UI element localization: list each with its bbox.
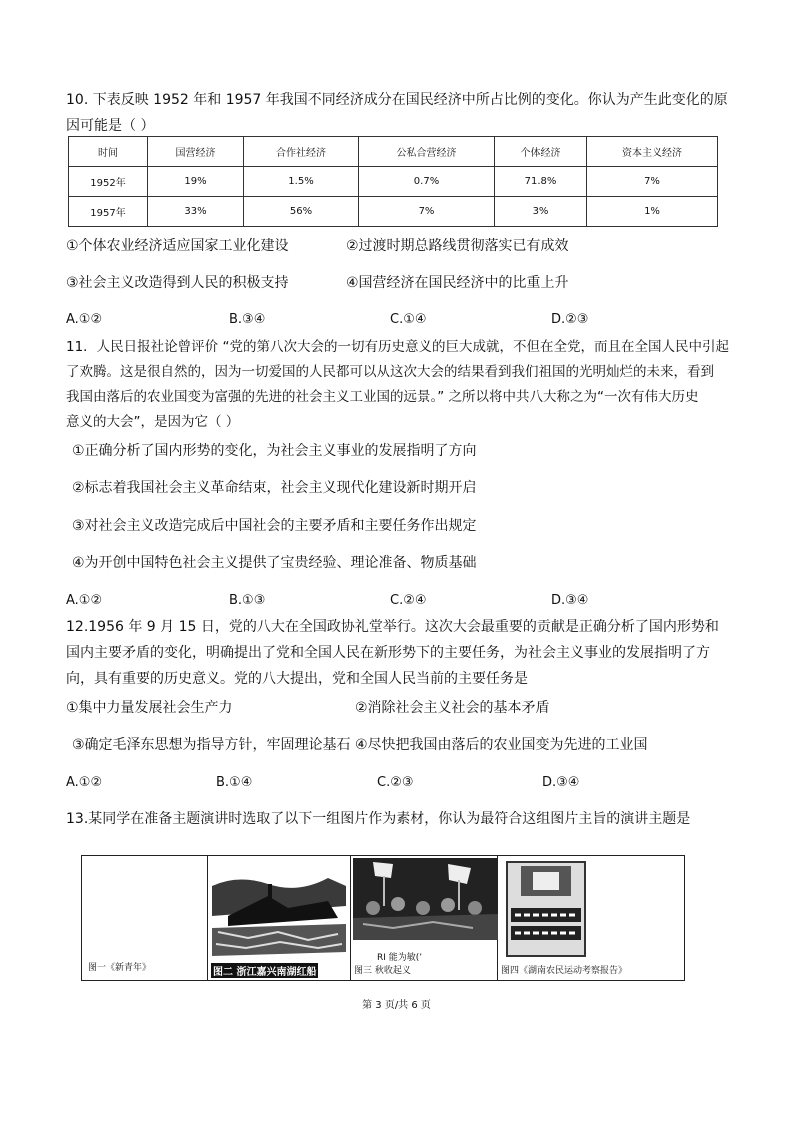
table-cell: 1.5% [244,167,359,197]
table-cell: 1957年 [69,197,148,227]
q10-statement-4: ④国营经济在国民经济中的比重上升 [346,275,569,291]
table-header-cell: 个体经济 [495,137,587,167]
q11-stem-line2: 了欢腾。这是很自然的，因为一切爱国的人民都可以从这次大会的结果看到我们祖国的光明灿烂的未来，看到 [66,364,714,380]
table-cell: 19% [148,167,244,197]
table-header-cell: 国营经济 [148,137,244,167]
table-cell: 7% [359,197,495,227]
q12-stem-line1: 12.1956 年 9 月 15 日，党的八大在全国政协礼堂举行。这次大会最重要的贡献是正确分析了国内形势和 [66,619,719,635]
table-cell: 1952年 [69,167,148,197]
q10-choice-b[interactable]: B.③④ [229,312,266,327]
q13-stem-line1: 13.某同学在准备主题演讲时选取了以下一组图片作为素材，你认为最符合这组图片主旨的演讲主题是 [66,811,691,827]
q12-choice-a[interactable]: A.①② [66,775,103,790]
figure-4-caption: 图四《湖南农民运动考察报告》 [501,966,628,976]
q12-statement-3-4: ③确定毛泽东思想为指导方针，牢固理论基石 ④尽快把我国由落后的农业国变为先进的工业国 [72,737,648,753]
table-header-cell: 资本主义经济 [587,137,718,167]
q11-statement-3: ③对社会主义改造完成后中国社会的主要矛盾和主要任务作出规定 [72,518,477,534]
q11-statement-2: ②标志着我国社会主义革命结束，社会主义现代化建设新时期开启 [72,480,477,496]
table-header-row [69,137,718,167]
image-strip [81,855,685,981]
q11-stem-line4: 意义的大会”，是因为它（ ） [66,414,240,430]
q10-statement-2: ②过渡时期总路线贯彻落实已有成效 [346,238,569,254]
q11-choice-a[interactable]: A.①② [66,593,103,608]
figure-2-panel [208,856,351,980]
page-footer: 第 3 页/共 6 页 [362,1000,431,1011]
economy-table [68,136,718,227]
figure-4-panel [498,856,684,980]
table-cell: 1% [587,197,718,227]
table-row [69,197,718,227]
q12-statement-2: ②消除社会主义社会的基本矛盾 [355,700,550,716]
figure-2-caption: 图二 浙江嘉兴南湖红船 [211,963,318,978]
table-header-cell: 时间 [69,137,148,167]
table-cell: 33% [148,197,244,227]
q10-stem-line1: 10. 下表反映 1952 年和 1957 年我国不同经济成分在国民经济中所占比例的变化。你认为产生此变化的原 [66,92,728,108]
q10-choice-c[interactable]: C.①④ [390,312,427,327]
q10-statement-3: ③社会主义改造得到人民的积极支持 [66,275,289,291]
q10-stem-line2: 因可能是（ ） [66,118,155,134]
q10-statement-1: ①个体农业经济适应国家工业化建设 [66,238,289,254]
report-cover-image [503,858,589,958]
figure-1-caption: 图一《新青年》 [88,963,152,973]
table-cell: 3% [495,197,587,227]
q11-choice-c[interactable]: C.②④ [390,593,427,608]
table-cell: 0.7% [359,167,495,197]
q11-stem-line1: 11．人民日报社论曾评价 “党的第八次大会的一切有历史意义的巨大成就，不但在全党，而且在全国人民中引起 [66,339,729,355]
q11-stem-line3: 我国由落后的农业国变为富强的先进的社会主义工业国的远景。” 之所以将中共八大称之为“一次有伟大历史 [66,389,699,405]
q12-stem-line3: 向，具有重要的历史意义。党的八大提出，党和全国人民当前的主要任务是 [66,671,528,687]
q12-choice-c[interactable]: C.②③ [377,775,414,790]
table-header-cell: 合作社经济 [244,137,359,167]
figure-1-panel [82,856,208,980]
q10-choice-a[interactable]: A.①② [66,312,103,327]
figure-3-overlay-text: RI 能为敏(’ [377,953,423,963]
table-row [69,167,718,197]
red-boat-image [208,856,349,980]
table-header-cell: 公私合营经济 [359,137,495,167]
q11-statement-4: ④为开创中国特色社会主义提供了宝贵经验、理论准备、物质基础 [72,555,477,571]
q11-statement-1: ①正确分析了国内形势的变化，为社会主义事业的发展指明了方向 [72,443,477,459]
table-cell: 56% [244,197,359,227]
table-cell: 71.8% [495,167,587,197]
q12-statement-1: ①集中力量发展社会生产力 [66,700,233,716]
uprising-image [353,858,498,940]
q12-stem-line2: 国内主要矛盾的变化，明确提出了党和全国人民在新形势下的主要任务，为社会主义事业的发展指明了方 [66,645,710,661]
q12-choice-b[interactable]: B.①④ [216,775,253,790]
q10-choice-d[interactable]: D.②③ [551,312,589,327]
q11-choice-d[interactable]: D.③④ [551,593,589,608]
figure-3-panel [351,856,498,980]
q12-choice-d[interactable]: D.③④ [542,775,580,790]
q11-choice-b[interactable]: B.①③ [229,593,266,608]
table-cell: 7% [587,167,718,197]
figure-3-caption: 图三 秋收起义 [354,966,411,976]
